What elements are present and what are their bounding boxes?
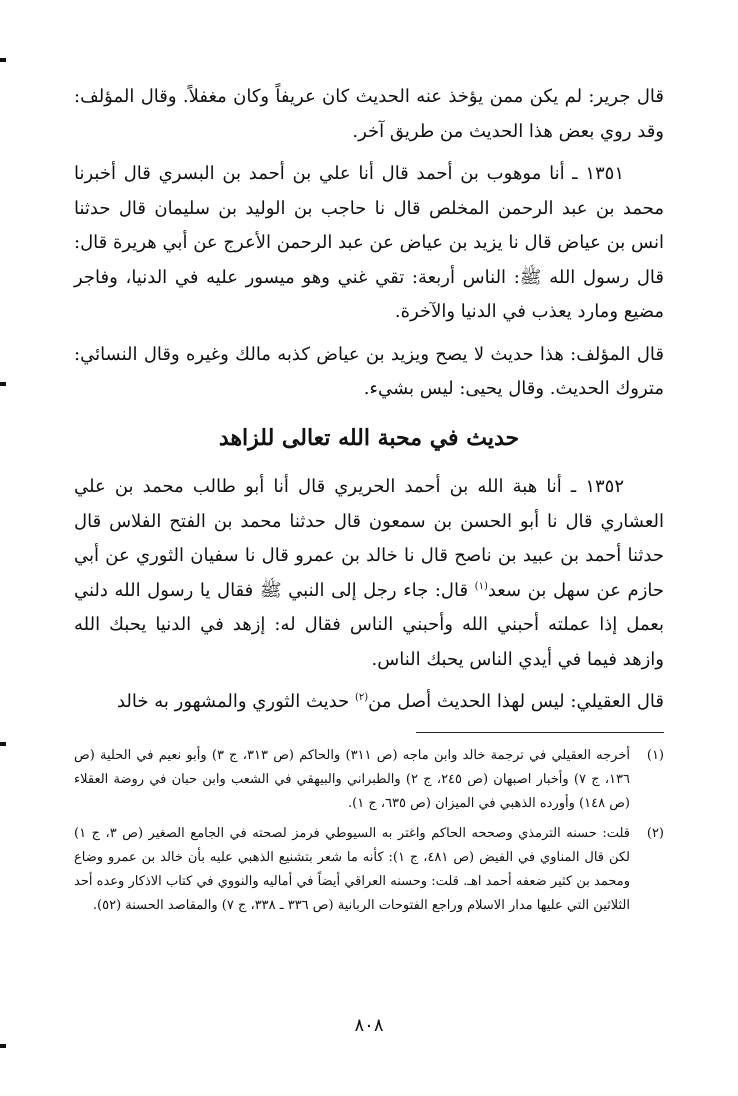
page-number: ٨٠٨	[354, 1015, 384, 1036]
edge-mark	[0, 1044, 6, 1048]
footnote-divider	[416, 732, 664, 733]
footnote	[74, 744, 664, 816]
footnote-text: أخرجه العقيلي في ترجمة خالد وابن ماجه (ص ٣١١) والحاكم (ص ٣١٣، ج ٣) وأبو نعيم في الحلية (ص ١٣٦، ج ٧) وأخبار اصبهان (ص ٢٤٥، ج ٢) والطبراني والبيهقي في الشعب وابن حبان في روضة العقلاء (ص ١٤٨) وأورده الذهبي في الميزان (ص ٦٣٥، ج ١).	[74, 748, 630, 811]
paragraph-text: قال العقيلي: ليس لهذا الحديث أصل من	[368, 691, 664, 712]
paragraph: قال جرير: لم يكن ممن يؤخذ عنه الحديث كان عريفاً وكان مغفلاً. وقال المؤلف: وقد روي بعض هذا الحديث من طريق آخر.	[74, 86, 664, 142]
footnote-number: (١)	[646, 748, 664, 763]
section-heading: حديث في محبة الله تعالى للزاهد	[218, 425, 520, 451]
edge-mark	[0, 382, 6, 386]
paragraph-text: ١٣٥٢ ـ أنا هبة الله بن أحمد الحريري قال أنا أبو طالب محمد بن علي العشاري قال نا أبو الحسن بن سمعون قال حدثنا محمد بن الفتح الفلاس قال حدثنا أحمد بن عبيد بن ناصح قال نا خالد بن عمرو قال نا سفيان الثوري عن أبي حازم عن سهل بن سعد	[74, 476, 665, 601]
main-text-block	[74, 80, 664, 415]
footnote	[74, 822, 664, 918]
footnote-number: (٢)	[646, 826, 664, 841]
paragraph: قال المؤلف: هذا حديث لا يصح ويزيد بن عياض كذبه مالك وغيره وقال النسائي: متروك الحديث. وقال يحيى: ليس بشيء.	[74, 343, 664, 399]
hadith-text-block	[74, 470, 664, 728]
paragraph	[74, 470, 664, 677]
paragraph: ١٣٥١ ـ أنا موهوب بن أحمد قال أنا علي بن أحمد بن البسري قال أخبرنا محمد بن عبد الرحمن المخلص قال نا حاجب بن الوليد بن سليمان قال حدثنا انس بن عياض قال نا يزيد بن عياض عن عبد الرحمن الأعرج عن أبي هريرة قال: قال رسول الله ﷺ: الناس أربعة: تقي غني وهو ميسور عليه في الدنيا، وفاجر مضيع ومارد يعذب في الدنيا والآخرة.	[74, 163, 664, 322]
paragraph	[74, 685, 664, 720]
paragraph-text: قال: جاء رجل إلى النبي ﷺ فقال يا رسول الله دلني بعمل إذا عملته أحبني الله وأحبني الناس فقال له: إزهد في الدنيا يحبك الله وازهد فيما في أيدي الناس يحبك الناس.	[74, 579, 664, 670]
edge-mark	[0, 742, 6, 746]
edge-mark	[0, 58, 6, 62]
footnote-ref: (١)	[474, 580, 488, 592]
footnote-ref: (٢)	[354, 692, 369, 703]
footnote-text: قلت: حسنه الترمذي وصححه الحاكم واغتر به السيوطي فرمز لصحته في الجامع الصغير (ص ٣، ج ١) لكن قال المناوي في الفيض (ص ٤٨١، ج ١): كأنه ما شعر بتشنيع الذهبي عليه بأن خالد بن عمرو وضاع ومحمد بن كثير ضعفه أحمد اهـ. قلت: وحسنه العراقي أيضاً في أماليه والنووي في كتاب الاذكار وعده أحد الثلاثين التي عليها مدار الاسلام وراجع الفتوحات الربانية (ص ٣٣٦ ـ ٣٣٨، ج ٧) والمقاصد الحسنة (٥٢).	[74, 826, 631, 913]
footnotes	[74, 744, 664, 924]
paragraph-text: حديث الثوري والمشهور به خالد	[116, 691, 355, 712]
